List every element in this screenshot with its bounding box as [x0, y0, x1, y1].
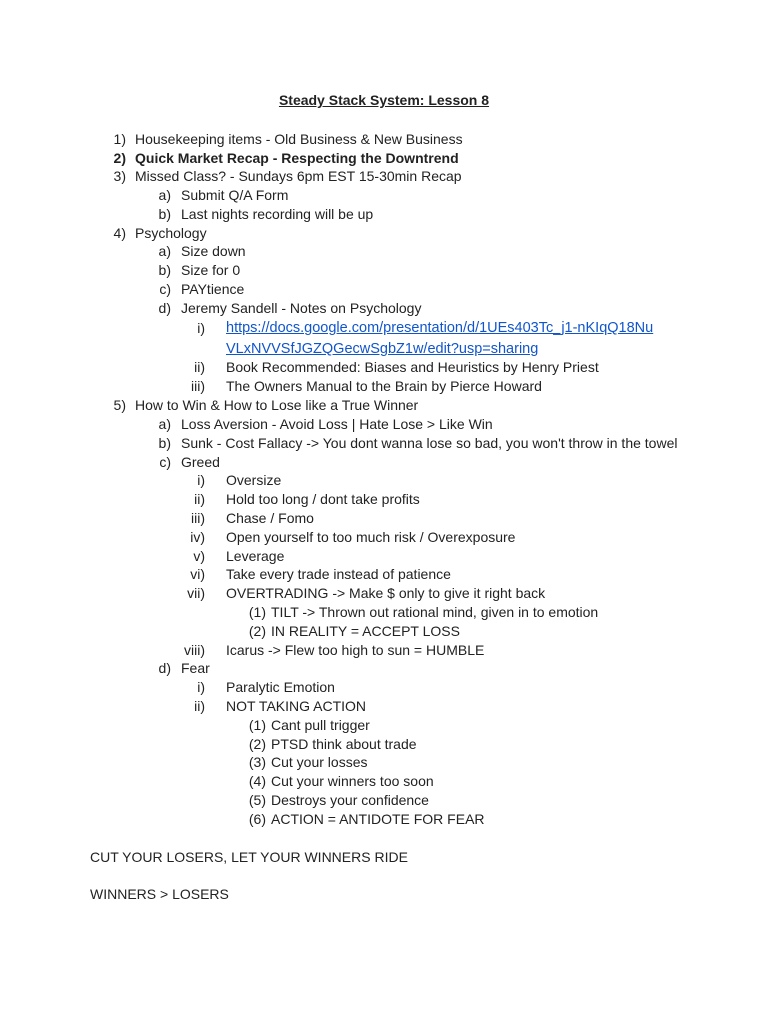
list-item [0, 772, 768, 791]
list-marker: i) [197, 472, 205, 488]
list-item-text: The Owners Manual to the Brain by Pierce Howard [226, 378, 542, 394]
list-item [0, 490, 768, 509]
list-marker: (6) [248, 811, 266, 827]
list-item [0, 678, 768, 697]
list-item-text: TILT -> Thrown out rational mind, given in to emotion [271, 604, 599, 620]
list-item-text: Take every trade instead of patience [226, 566, 451, 582]
list-item [0, 242, 768, 261]
list-marker: (2) [248, 736, 266, 752]
list-item [0, 509, 768, 528]
list-item-text: Chase / Fomo [226, 510, 314, 526]
list-marker: (4) [248, 773, 266, 789]
list-item [0, 547, 768, 566]
list-marker: 3) [113, 168, 126, 184]
list-item [0, 659, 768, 678]
list-item [0, 319, 768, 338]
list-item-text: Hold too long / dont take profits [226, 491, 420, 507]
list-item-text: PAYtience [181, 281, 245, 297]
list-item-text: Missed Class? - Sundays 6pm EST 15-30min Recap [135, 168, 462, 184]
list-item-text: Sunk - Cost Fallacy -> You dont wanna lose so bad, you won't throw in the towel [181, 435, 678, 451]
list-marker: b) [158, 435, 171, 451]
list-marker: viii) [184, 642, 205, 658]
list-marker: 2) [113, 150, 126, 166]
list-marker: (2) [248, 623, 266, 639]
list-item [0, 340, 768, 359]
list-item-text: Housekeeping items - Old Business & New Business [135, 131, 463, 147]
list-item [0, 565, 768, 584]
list-item-text: Jeremy Sandell - Notes on Psychology [181, 300, 422, 316]
list-item-text: Fear [181, 660, 210, 676]
list-item-text: Greed [181, 454, 220, 470]
list-marker: a) [158, 187, 171, 203]
document-title: Steady Stack System: Lesson 8 [278, 92, 490, 108]
list-item [0, 641, 768, 660]
list-item-text: Icarus -> Flew too high to sun = HUMBLE [226, 642, 485, 658]
list-item [0, 453, 768, 472]
list-item [0, 528, 768, 547]
list-item [0, 753, 768, 772]
list-item [0, 716, 768, 735]
list-marker: ii) [194, 359, 205, 375]
list-item-text: How to Win & How to Lose like a True Winner [135, 397, 419, 413]
list-item [0, 377, 768, 396]
list-item [0, 186, 768, 205]
list-item-text: IN REALITY = ACCEPT LOSS [271, 623, 460, 639]
list-marker: 5) [113, 397, 126, 413]
list-marker: a) [158, 416, 171, 432]
list-item [0, 130, 768, 149]
list-marker: ii) [194, 491, 205, 507]
list-marker: v) [193, 548, 205, 564]
list-item [0, 471, 768, 490]
list-item-text: Leverage [226, 548, 285, 564]
list-marker: (5) [248, 792, 266, 808]
list-marker: d) [158, 660, 171, 676]
list-marker: d) [158, 300, 171, 316]
list-item-text: Quick Market Recap - Respecting the Downtrend [135, 150, 459, 166]
list-marker: iii) [191, 378, 205, 394]
list-item [0, 224, 768, 243]
closing-line-1: CUT YOUR LOSERS, LET YOUR WINNERS RIDE [90, 849, 408, 865]
list-marker: (1) [248, 604, 266, 620]
list-item [0, 415, 768, 434]
list-item-text: Submit Q/A Form [181, 187, 289, 203]
closing-line-2: WINNERS > LOSERS [90, 886, 229, 902]
list-marker: b) [158, 262, 171, 278]
list-marker: c) [159, 281, 171, 297]
list-item-text: Loss Aversion - Avoid Loss | Hate Lose > Like Win [181, 416, 493, 432]
list-item [0, 396, 768, 415]
list-item-text: Oversize [226, 472, 282, 488]
list-item-text: Paralytic Emotion [226, 679, 335, 695]
list-marker: 1) [113, 131, 126, 147]
list-marker: (1) [248, 717, 266, 733]
list-item-text: Cut your losses [271, 754, 368, 770]
list-item-text: Size down [181, 243, 246, 259]
list-marker: vi) [190, 566, 205, 582]
list-item [0, 280, 768, 299]
list-item [0, 149, 768, 168]
presentation-link[interactable]: VLxNVVSfJGZQGecwSgbZ1w/edit?usp=sharing [226, 341, 539, 357]
list-item [0, 205, 768, 224]
list-item [0, 261, 768, 280]
list-item-text: Cut your winners too soon [271, 773, 434, 789]
list-marker: 4) [113, 225, 126, 241]
list-item-text: Last nights recording will be up [181, 206, 374, 222]
list-marker: iii) [191, 510, 205, 526]
list-item [0, 167, 768, 186]
list-marker: (3) [248, 754, 266, 770]
list-item-text: Open yourself to too much risk / Overexposure [226, 529, 516, 545]
list-marker: b) [158, 206, 171, 222]
list-marker: i) [197, 320, 205, 336]
list-marker: iv) [190, 529, 205, 545]
list-marker: c) [159, 454, 171, 470]
list-marker: vii) [187, 585, 205, 601]
list-marker: ii) [194, 698, 205, 714]
list-item [0, 299, 768, 318]
list-item [0, 358, 768, 377]
list-item-text: Psychology [135, 225, 207, 241]
list-item [0, 697, 768, 716]
list-item [0, 810, 768, 829]
list-marker: a) [158, 243, 171, 259]
list-item-text: NOT TAKING ACTION [226, 698, 367, 714]
presentation-link[interactable]: https://docs.google.com/presentation/d/1UEs403Tc_j1-nKIqQ18Nu [226, 320, 654, 336]
list-item-text: ACTION = ANTIDOTE FOR FEAR [271, 811, 485, 827]
list-item-text: Book Recommended: Biases and Heuristics by Henry Priest [226, 359, 599, 375]
list-item-text: Destroys your confidence [271, 792, 429, 808]
list-item [0, 603, 768, 622]
list-marker: i) [197, 679, 205, 695]
list-item-text: Size for 0 [181, 262, 241, 278]
list-item-text: OVERTRADING -> Make $ only to give it right back [226, 585, 546, 601]
list-item [0, 791, 768, 810]
list-item [0, 735, 768, 754]
list-item [0, 584, 768, 603]
list-item [0, 434, 768, 453]
list-item [0, 622, 768, 641]
list-item-text: PTSD think about trade [271, 736, 417, 752]
list-item-text: Cant pull trigger [271, 717, 370, 733]
